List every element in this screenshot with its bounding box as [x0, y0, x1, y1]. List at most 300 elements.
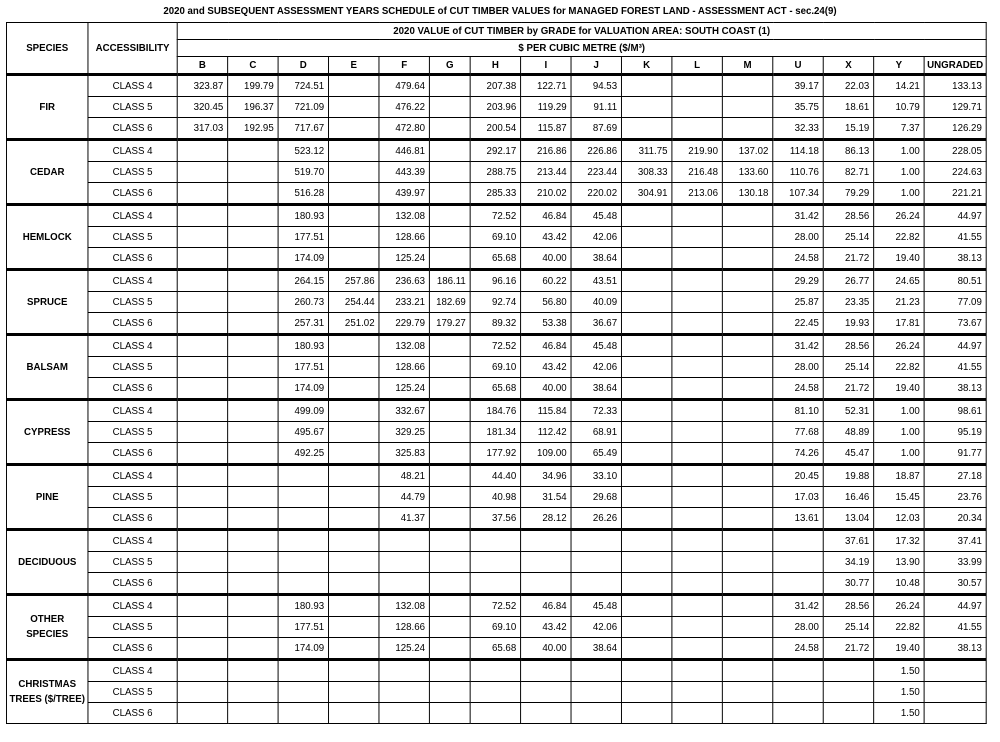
value-cell: 226.86: [571, 140, 621, 162]
value-cell: 72.52: [470, 205, 520, 227]
accessibility-cell: CLASS 6: [88, 248, 177, 270]
value-cell: 13.04: [823, 508, 873, 530]
value-cell: [621, 378, 671, 400]
table-row: [6, 313, 986, 335]
value-cell: 21.72: [823, 638, 873, 660]
value-cell: 210.02: [521, 183, 571, 205]
value-cell: 446.81: [379, 140, 429, 162]
value-cell: 65.49: [571, 443, 621, 465]
value-cell: 26.24: [874, 205, 924, 227]
value-cell: [722, 443, 772, 465]
value-cell: 479.64: [379, 75, 429, 97]
value-cell: [722, 573, 772, 595]
value-cell: 40.09: [571, 292, 621, 313]
accessibility-cell: CLASS 4: [88, 595, 177, 617]
value-cell: [429, 487, 470, 508]
value-cell: 44.97: [924, 205, 986, 227]
value-cell: [722, 400, 772, 422]
value-cell: [329, 703, 379, 724]
value-cell: [278, 508, 328, 530]
table-row: [6, 75, 986, 97]
value-cell: 30.77: [823, 573, 873, 595]
table-row: [6, 357, 986, 378]
value-cell: 13.90: [874, 552, 924, 573]
value-cell: 24.58: [773, 378, 823, 400]
value-cell: [621, 703, 671, 724]
value-cell: 22.45: [773, 313, 823, 335]
value-cell: 81.10: [773, 400, 823, 422]
value-cell: [177, 227, 227, 248]
value-cell: 132.08: [379, 595, 429, 617]
value-cell: [228, 595, 278, 617]
value-cell: [429, 443, 470, 465]
value-cell: [672, 313, 722, 335]
table-row: [6, 443, 986, 465]
grade-header-d: D: [278, 57, 328, 75]
value-cell: [571, 573, 621, 595]
value-cell: 30.57: [924, 573, 986, 595]
value-cell: 311.75: [621, 140, 671, 162]
value-cell: [228, 682, 278, 703]
value-cell: 216.48: [672, 162, 722, 183]
value-cell: [228, 140, 278, 162]
value-cell: 439.97: [379, 183, 429, 205]
value-cell: 133.60: [722, 162, 772, 183]
value-cell: [177, 573, 227, 595]
value-cell: [228, 703, 278, 724]
value-cell: 82.71: [823, 162, 873, 183]
accessibility-cell: CLASS 5: [88, 162, 177, 183]
value-cell: [621, 313, 671, 335]
value-cell: [329, 465, 379, 487]
value-cell: 69.10: [470, 357, 520, 378]
value-cell: [329, 118, 379, 140]
value-cell: [177, 660, 227, 682]
value-cell: 46.84: [521, 335, 571, 357]
value-cell: 1.00: [874, 400, 924, 422]
value-cell: [621, 400, 671, 422]
value-cell: [329, 140, 379, 162]
value-cell: 35.75: [773, 97, 823, 118]
value-cell: [722, 313, 772, 335]
value-cell: [672, 97, 722, 118]
value-cell: [177, 400, 227, 422]
value-cell: 38.13: [924, 248, 986, 270]
value-cell: [924, 660, 986, 682]
value-cell: 42.06: [571, 617, 621, 638]
accessibility-cell: CLASS 6: [88, 313, 177, 335]
accessibility-cell: CLASS 5: [88, 357, 177, 378]
value-cell: [621, 573, 671, 595]
value-cell: [228, 227, 278, 248]
value-cell: 42.06: [571, 357, 621, 378]
value-cell: [429, 682, 470, 703]
species-cell: CHRISTMAS TREES ($/TREE): [6, 660, 87, 724]
value-cell: 114.18: [773, 140, 823, 162]
value-cell: 65.68: [470, 638, 520, 660]
value-cell: [429, 97, 470, 118]
value-cell: [722, 660, 772, 682]
value-cell: 26.24: [874, 595, 924, 617]
value-cell: 125.24: [379, 248, 429, 270]
grade-header-c: C: [228, 57, 278, 75]
value-cell: [621, 638, 671, 660]
value-cell: [228, 443, 278, 465]
value-cell: 21.23: [874, 292, 924, 313]
value-cell: 213.44: [521, 162, 571, 183]
value-cell: [722, 703, 772, 724]
value-cell: 115.87: [521, 118, 571, 140]
value-cell: 182.69: [429, 292, 470, 313]
value-cell: 132.08: [379, 335, 429, 357]
value-cell: [329, 378, 379, 400]
grade-header-e: E: [329, 57, 379, 75]
value-cell: [429, 357, 470, 378]
value-cell: 45.48: [571, 595, 621, 617]
value-cell: 40.00: [521, 248, 571, 270]
value-cell: 34.19: [823, 552, 873, 573]
value-cell: [177, 292, 227, 313]
value-cell: 28.12: [521, 508, 571, 530]
value-cell: 19.88: [823, 465, 873, 487]
value-cell: [672, 465, 722, 487]
table-row: [6, 508, 986, 530]
table-row: [6, 638, 986, 660]
value-cell: 39.17: [773, 75, 823, 97]
value-cell: [177, 443, 227, 465]
value-cell: 33.99: [924, 552, 986, 573]
value-cell: [177, 487, 227, 508]
value-cell: 19.93: [823, 313, 873, 335]
value-cell: 41.55: [924, 357, 986, 378]
value-cell: [621, 248, 671, 270]
table-row: [6, 162, 986, 183]
value-cell: 1.00: [874, 443, 924, 465]
value-cell: 44.97: [924, 335, 986, 357]
value-cell: 36.67: [571, 313, 621, 335]
value-cell: [177, 617, 227, 638]
value-cell: [278, 703, 328, 724]
value-cell: [278, 487, 328, 508]
value-cell: [672, 227, 722, 248]
value-cell: 41.37: [379, 508, 429, 530]
value-cell: [228, 660, 278, 682]
value-cell: [177, 270, 227, 292]
value-cell: 15.45: [874, 487, 924, 508]
value-cell: [722, 508, 772, 530]
value-cell: [228, 162, 278, 183]
accessibility-cell: CLASS 5: [88, 487, 177, 508]
value-cell: 1.00: [874, 183, 924, 205]
value-cell: [379, 660, 429, 682]
table-body: [6, 75, 986, 724]
value-cell: [429, 508, 470, 530]
value-cell: [621, 465, 671, 487]
value-cell: [521, 703, 571, 724]
value-cell: 492.25: [278, 443, 328, 465]
accessibility-cell: CLASS 5: [88, 292, 177, 313]
value-cell: [823, 682, 873, 703]
value-cell: [672, 292, 722, 313]
value-cell: 19.40: [874, 378, 924, 400]
value-cell: [621, 292, 671, 313]
value-cell: [228, 313, 278, 335]
value-cell: [722, 530, 772, 552]
value-cell: 69.10: [470, 227, 520, 248]
value-cell: [177, 703, 227, 724]
value-cell: 28.00: [773, 227, 823, 248]
species-cell: PINE: [6, 465, 87, 530]
value-cell: [470, 573, 520, 595]
value-cell: 96.16: [470, 270, 520, 292]
value-cell: 44.97: [924, 595, 986, 617]
value-cell: [672, 638, 722, 660]
value-cell: 24.58: [773, 638, 823, 660]
value-cell: 264.15: [278, 270, 328, 292]
accessibility-cell: CLASS 4: [88, 660, 177, 682]
value-cell: 233.21: [379, 292, 429, 313]
value-cell: 72.33: [571, 400, 621, 422]
grade-header-k: K: [621, 57, 671, 75]
value-cell: 73.67: [924, 313, 986, 335]
value-cell: 228.05: [924, 140, 986, 162]
accessibility-cell: CLASS 4: [88, 530, 177, 552]
value-cell: 15.19: [823, 118, 873, 140]
value-cell: 41.55: [924, 617, 986, 638]
value-cell: [672, 573, 722, 595]
value-cell: [722, 227, 772, 248]
value-cell: [228, 638, 278, 660]
table-row: [6, 183, 986, 205]
value-cell: [177, 248, 227, 270]
value-cell: 717.67: [278, 118, 328, 140]
value-cell: 33.10: [571, 465, 621, 487]
value-cell: [672, 357, 722, 378]
value-cell: [329, 248, 379, 270]
value-cell: [672, 617, 722, 638]
value-cell: [773, 682, 823, 703]
value-cell: [571, 660, 621, 682]
value-cell: [329, 443, 379, 465]
value-cell: [278, 530, 328, 552]
value-cell: [429, 530, 470, 552]
value-cell: [177, 465, 227, 487]
value-cell: [773, 552, 823, 573]
value-cell: [429, 638, 470, 660]
value-cell: 22.82: [874, 357, 924, 378]
value-cell: 89.32: [470, 313, 520, 335]
value-cell: [672, 660, 722, 682]
value-cell: [621, 335, 671, 357]
value-cell: 292.17: [470, 140, 520, 162]
value-cell: 38.13: [924, 638, 986, 660]
value-cell: 523.12: [278, 140, 328, 162]
grade-header-m: M: [722, 57, 772, 75]
species-cell: CEDAR: [6, 140, 87, 205]
species-cell: DECIDUOUS: [6, 530, 87, 595]
value-cell: 87.69: [571, 118, 621, 140]
value-cell: 26.77: [823, 270, 873, 292]
value-cell: [722, 487, 772, 508]
value-cell: 203.96: [470, 97, 520, 118]
value-cell: 43.51: [571, 270, 621, 292]
value-cell: [329, 205, 379, 227]
value-cell: 219.90: [672, 140, 722, 162]
value-cell: 7.37: [874, 118, 924, 140]
value-cell: [429, 573, 470, 595]
value-cell: 22.82: [874, 227, 924, 248]
accessibility-cell: CLASS 6: [88, 508, 177, 530]
value-cell: [722, 595, 772, 617]
value-cell: [722, 75, 772, 97]
value-cell: [571, 703, 621, 724]
value-cell: [228, 183, 278, 205]
value-cell: 22.03: [823, 75, 873, 97]
value-cell: 25.87: [773, 292, 823, 313]
value-cell: 91.77: [924, 443, 986, 465]
accessibility-cell: CLASS 5: [88, 552, 177, 573]
value-cell: [621, 270, 671, 292]
value-cell: [722, 97, 772, 118]
value-cell: [429, 660, 470, 682]
value-cell: 196.37: [228, 97, 278, 118]
table-row: [6, 140, 986, 162]
value-cell: [621, 75, 671, 97]
value-cell: [621, 508, 671, 530]
value-cell: 48.89: [823, 422, 873, 443]
value-cell: [722, 682, 772, 703]
accessibility-cell: CLASS 6: [88, 703, 177, 724]
value-cell: 19.40: [874, 248, 924, 270]
value-cell: [278, 682, 328, 703]
value-cell: 223.44: [571, 162, 621, 183]
value-cell: [329, 552, 379, 573]
value-cell: [621, 682, 671, 703]
value-cell: [621, 97, 671, 118]
value-cell: [278, 660, 328, 682]
value-cell: 21.72: [823, 378, 873, 400]
value-cell: 74.26: [773, 443, 823, 465]
value-cell: [228, 248, 278, 270]
species-cell: CYPRESS: [6, 400, 87, 465]
value-cell: [722, 270, 772, 292]
value-cell: 125.24: [379, 378, 429, 400]
value-cell: 10.79: [874, 97, 924, 118]
table-row: [6, 465, 986, 487]
value-cell: [429, 183, 470, 205]
value-cell: [228, 270, 278, 292]
value-cell: 257.31: [278, 313, 328, 335]
value-cell: 28.56: [823, 595, 873, 617]
value-cell: [672, 75, 722, 97]
value-cell: 119.29: [521, 97, 571, 118]
value-cell: 68.91: [571, 422, 621, 443]
value-cell: 80.51: [924, 270, 986, 292]
table-row: [6, 595, 986, 617]
species-header: SPECIES: [6, 23, 87, 75]
value-cell: [672, 118, 722, 140]
value-cell: 221.21: [924, 183, 986, 205]
table-row: [6, 292, 986, 313]
value-cell: [177, 682, 227, 703]
value-cell: 128.66: [379, 617, 429, 638]
value-cell: 77.09: [924, 292, 986, 313]
value-cell: [429, 422, 470, 443]
value-cell: [228, 487, 278, 508]
accessibility-cell: CLASS 4: [88, 465, 177, 487]
value-cell: [722, 205, 772, 227]
accessibility-cell: CLASS 4: [88, 205, 177, 227]
value-cell: [429, 400, 470, 422]
value-cell: [470, 703, 520, 724]
value-cell: [177, 205, 227, 227]
value-cell: 25.14: [823, 227, 873, 248]
value-cell: 320.45: [177, 97, 227, 118]
value-cell: [329, 617, 379, 638]
value-cell: 32.33: [773, 118, 823, 140]
value-cell: 19.40: [874, 638, 924, 660]
cut-timber-values-table: [6, 22, 987, 724]
value-cell: [278, 465, 328, 487]
value-cell: 224.63: [924, 162, 986, 183]
value-cell: [329, 335, 379, 357]
species-cell: SPRUCE: [6, 270, 87, 335]
value-cell: 1.00: [874, 422, 924, 443]
page-title: 2020 and SUBSEQUENT ASSESSMENT YEARS SCHEDULE of CUT TIMBER VALUES for MANAGED FOREST LAND - ASSESSMENT ACT - sec.24(9): [163, 5, 837, 17]
value-cell: 724.51: [278, 75, 328, 97]
value-cell: 13.61: [773, 508, 823, 530]
value-cell: [722, 118, 772, 140]
value-cell: 31.42: [773, 595, 823, 617]
value-cell: [672, 552, 722, 573]
value-cell: 77.68: [773, 422, 823, 443]
value-cell: 16.46: [823, 487, 873, 508]
value-cell: 38.64: [571, 378, 621, 400]
value-cell: [823, 660, 873, 682]
value-cell: [621, 595, 671, 617]
table-row: [6, 422, 986, 443]
value-cell: [228, 422, 278, 443]
value-cell: [379, 682, 429, 703]
value-cell: 38.64: [571, 638, 621, 660]
value-cell: [429, 75, 470, 97]
value-cell: 1.50: [874, 703, 924, 724]
value-cell: 65.68: [470, 248, 520, 270]
value-cell: [672, 487, 722, 508]
value-cell: [621, 617, 671, 638]
value-cell: 46.84: [521, 595, 571, 617]
value-cell: 180.93: [278, 335, 328, 357]
value-cell: [429, 617, 470, 638]
value-cell: 220.02: [571, 183, 621, 205]
table-row: [6, 487, 986, 508]
value-cell: [722, 465, 772, 487]
value-cell: [924, 682, 986, 703]
value-cell: [521, 552, 571, 573]
value-cell: [228, 378, 278, 400]
accessibility-cell: CLASS 6: [88, 183, 177, 205]
value-cell: 41.55: [924, 227, 986, 248]
value-cell: [672, 335, 722, 357]
grade-header-x: X: [823, 57, 873, 75]
value-cell: 26.26: [571, 508, 621, 530]
species-cell: OTHER SPECIES: [6, 595, 87, 660]
value-cell: 1.00: [874, 140, 924, 162]
value-cell: 20.34: [924, 508, 986, 530]
value-cell: [672, 205, 722, 227]
grade-header-ungraded: UNGRADED: [924, 57, 986, 75]
value-cell: [429, 162, 470, 183]
